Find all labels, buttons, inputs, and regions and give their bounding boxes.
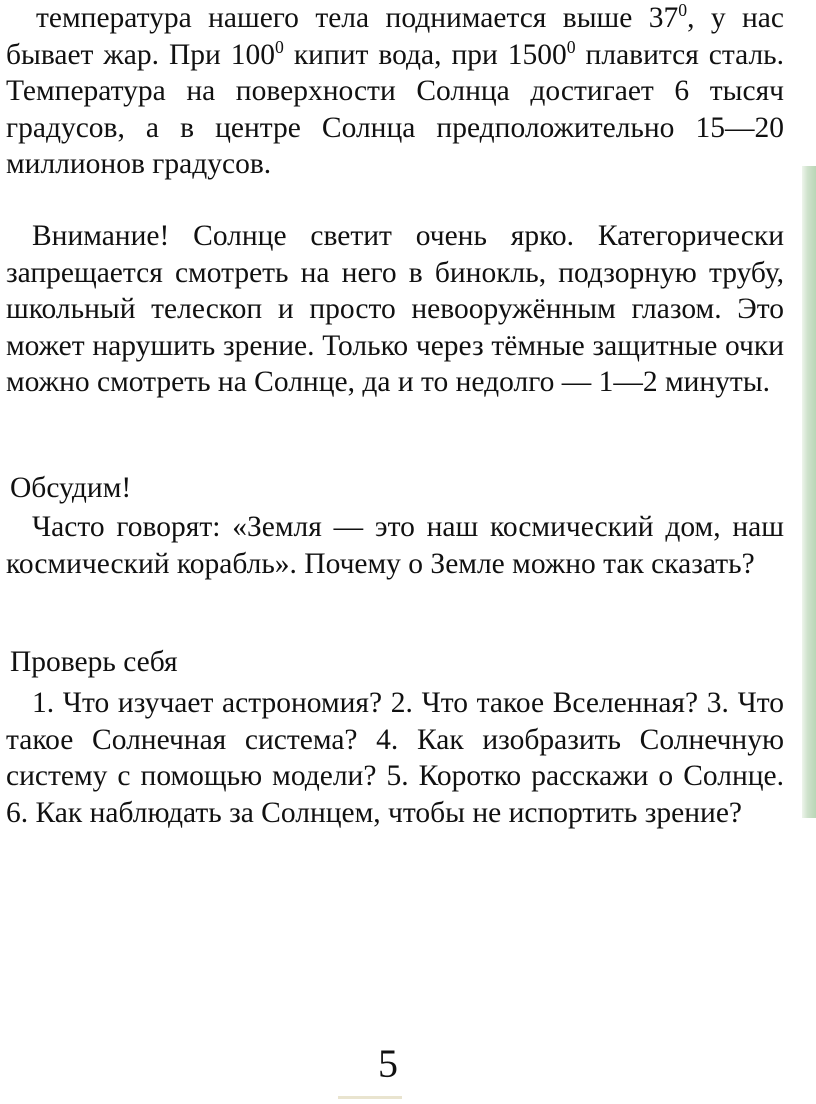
degree-superscript-2: 0 xyxy=(275,36,284,57)
intro-paragraph xyxy=(6,0,784,183)
page-edge-decoration xyxy=(802,166,816,818)
intro-text-part-3: кипит вода, при 1500 xyxy=(283,38,567,71)
self-check-heading: Проверь себя xyxy=(10,646,178,678)
discuss-paragraph: Часто говорят: «Земля — это наш космический дом, наш космический корабль». Почему о Земле можно так сказать? xyxy=(6,511,784,580)
warning-paragraph: Внимание! Солнце светит очень ярко. Категорически запрещается смотреть на него в бинокль, подзорную трубу, школьный телескоп и просто невооружённым глазом. Это может нарушить зрение. Только через тёмные защитные очки можно смотреть на Солнце, да и то недолго — 1—2 минуты. xyxy=(6,220,784,398)
intro-text-part-4: плавится сталь. Температура на поверхности Солнца достигает 6 тысяч градусов, а в центре Солнца предположительно 15—20 миллионов градусов. xyxy=(6,38,785,180)
page-number-underline xyxy=(338,1096,402,1099)
degree-superscript-1: 0 xyxy=(678,0,688,21)
page-number: 5 xyxy=(378,1041,398,1086)
degree-superscript-3: 0 xyxy=(566,36,576,57)
intro-text-part-2: , у нас бывает жар. При 100 xyxy=(6,2,784,71)
self-check-questions: 1. Что изучает астрономия? 2. Что такое Вселенная? 3. Что такое Солнечная система? 4. Как изобразить Солнечную систему с помощью модели? 5. Коротко расскажи о Солнце. 6. Как наблюдать за Солнцем, чтобы не испортить зрение? xyxy=(6,687,784,829)
intro-text-part-1: температура нашего тела поднимается выше 37 xyxy=(36,2,679,34)
discuss-heading: Обсудим! xyxy=(10,472,132,504)
